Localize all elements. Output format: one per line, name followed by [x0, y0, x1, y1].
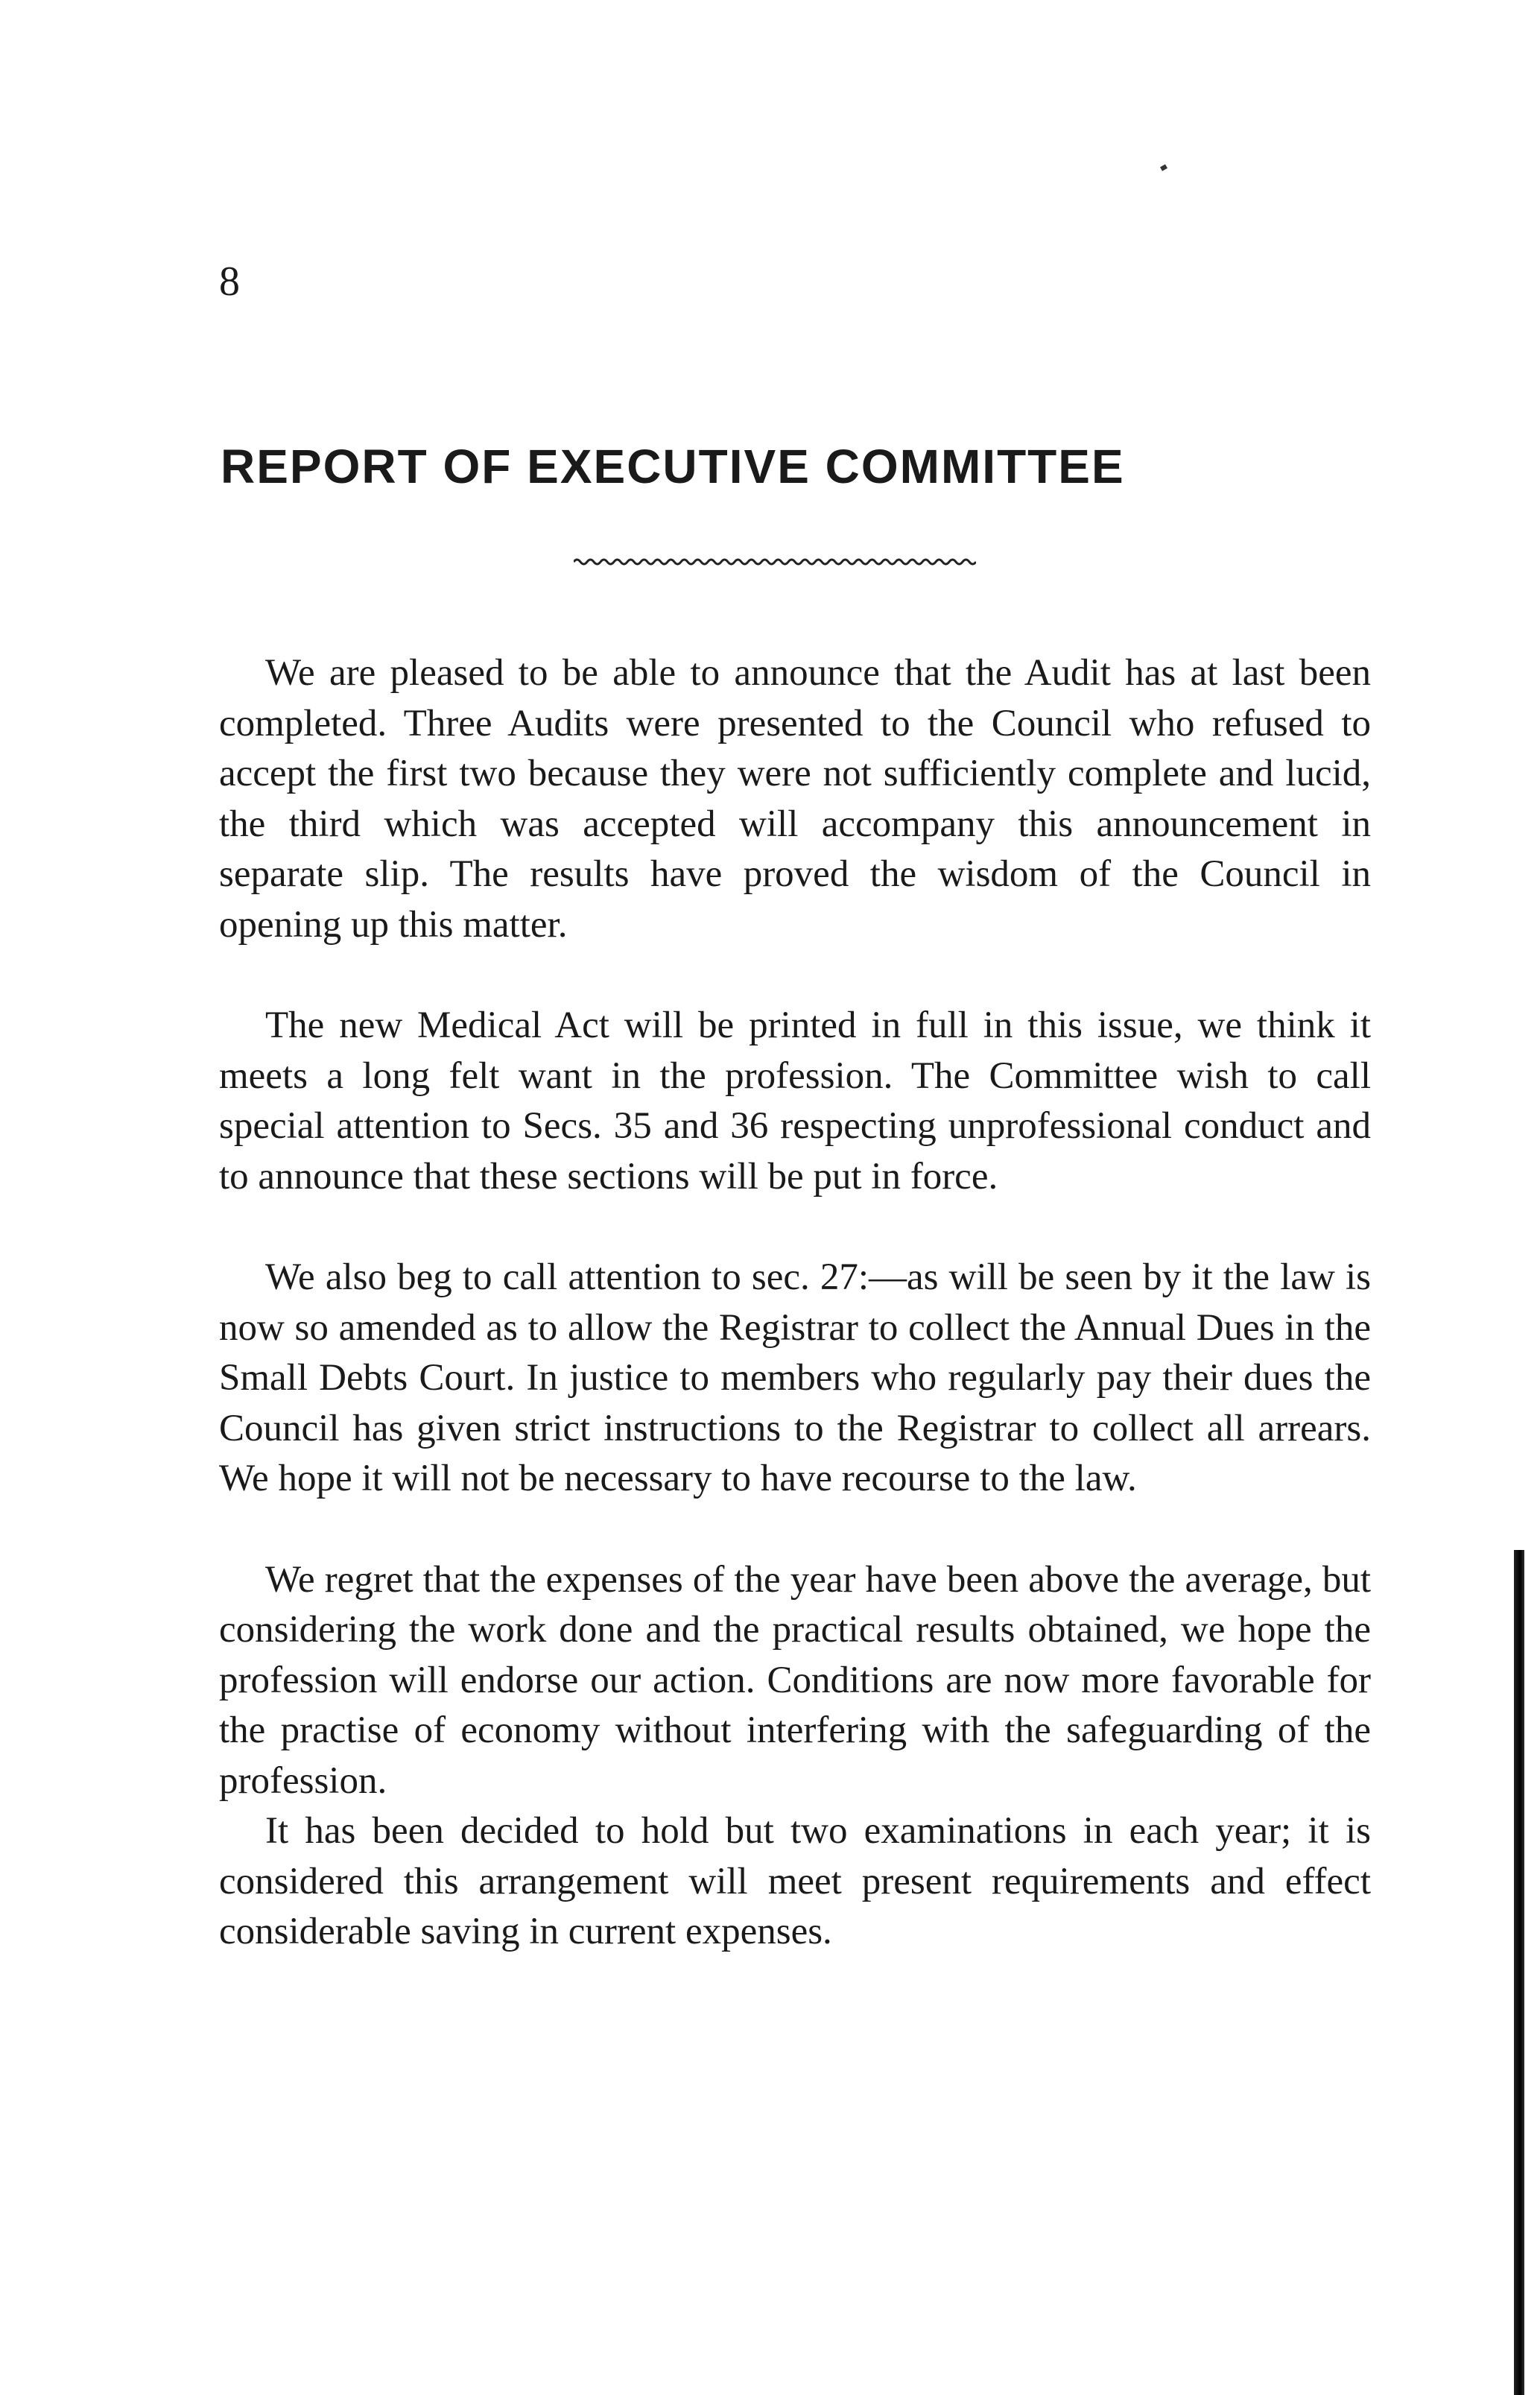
binding-edge-shadow	[1514, 1550, 1524, 2395]
paragraph-expenses: We regret that the expenses of the year have been above the average, but considering the work done and the practical results obtained, we hope the profession will endorse our action. Conditions are now more favorable for the practise of economy without interfering with the safeguarding of the profession.	[219, 1558, 1371, 1802]
paragraph-audit: We are pleased to be able to announce that the Audit has at last been completed. Three Audits were presented to the Council who refused to accept the first two because they were not sufficiently complete and lucid, the third which was accepted will accompany this announcement in separate slip. The results have proved the wisdom of the Council in opening up this matter.	[219, 652, 1371, 946]
report-body	[219, 648, 1371, 1958]
paragraph-examinations: It has been decided to hold but two examinations in each year; it is considered this arrangement will meet present requirements and effect considerable saving in current expenses.	[219, 1810, 1371, 1952]
page-number: 8	[219, 259, 240, 305]
page-title: REPORT OF EXECUTIVE COMMITTEE	[221, 440, 1125, 493]
stray-ink-mark	[1160, 164, 1167, 171]
paragraph-medical-act: The new Medical Act will be printed in full in this issue, we think it meets a long felt want in the profession. The Committee wish to call special attention to Secs. 35 and 36 respecting unprofessional conduct and to announce that these sections will be put in force.	[219, 1004, 1371, 1198]
title-ornament-rule	[574, 556, 976, 568]
paragraph-annual-dues: We also beg to call attention to sec. 27:—as will be seen by it the law is now so amended as to allow the Registrar to collect the Annual Dues in the Small Debts Court. In justice to members who regularly pay their dues the Council has given strict instructions to the Registrar to collect all arrears. We hope it will not be necessary to have recourse to the law.	[219, 1256, 1371, 1499]
